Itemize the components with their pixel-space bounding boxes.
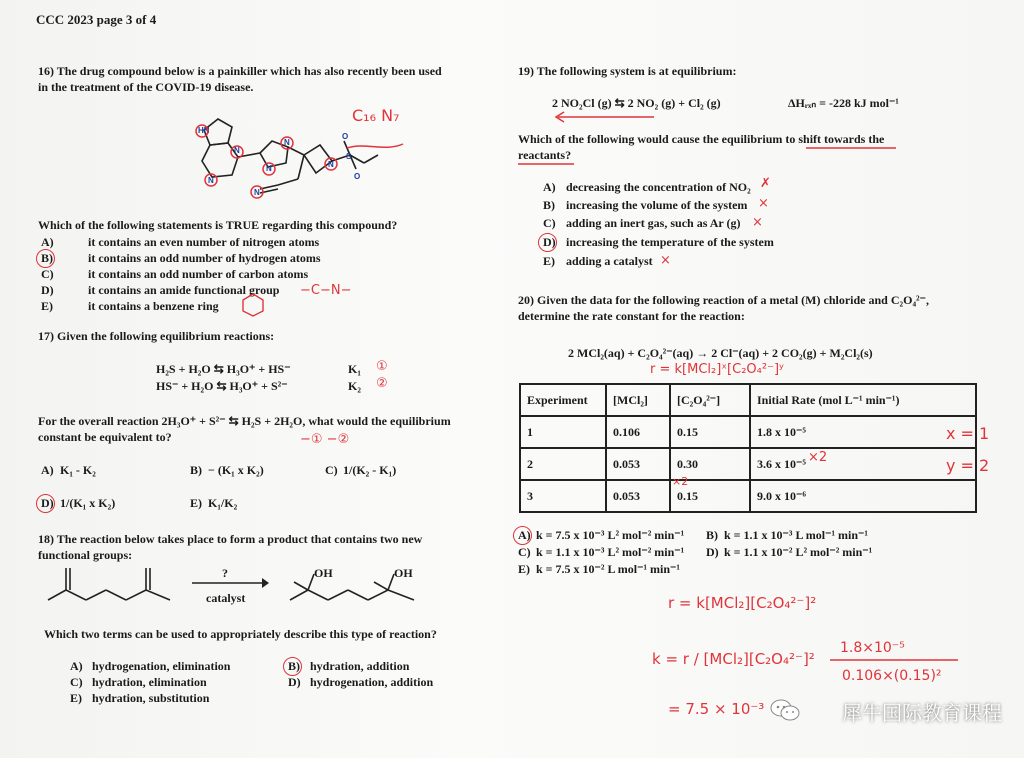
hw-y-value: y = 2: [946, 456, 990, 475]
q19-prompt-line1: Which of the following would cause the equilibrium to shift towards the: [518, 132, 885, 146]
q18-option-text: hydration, elimination: [92, 675, 207, 689]
q16-prompt: Which of the following statements is TRUE regarding this compound?: [38, 218, 398, 232]
q20-option-text: k = 1.1 x 10⁻² L² mol⁻² min⁻¹: [724, 545, 873, 559]
q20-option-text: k = 1.1 x 10⁻³ L mol⁻¹ min⁻¹: [724, 528, 868, 542]
q17-stem: 17) Given the following equilibrium reactions:: [38, 329, 275, 343]
svg-text:N: N: [328, 160, 334, 169]
hw-k-numerator: 1.8×10⁻⁵: [840, 640, 905, 656]
q18-option-text: hydrogenation, elimination: [92, 659, 231, 673]
q16-answer-circle: [36, 249, 55, 268]
q17-option-text: 1/(K₂ - K₁): [343, 463, 397, 477]
q18-oh2: OH: [394, 566, 413, 580]
q19-option-text: decreasing the concentration of NO₂: [566, 180, 751, 194]
q19-answer-circle: [538, 233, 557, 252]
page-header: CCC 2023 page 3 of 4: [36, 12, 157, 27]
q17-k2: K₂: [348, 379, 361, 393]
q18-stem-line2: functional groups:: [38, 548, 133, 562]
q19-option-text: increasing the temperature of the system: [566, 235, 774, 249]
q17-k1: K₁: [348, 362, 361, 376]
q19-prompt-line2: reactants?: [518, 148, 572, 162]
hw-fraction-bar: [830, 658, 960, 662]
hw-times2-rate: ×2: [808, 450, 828, 465]
q18-option-letter[interactable]: B): [288, 659, 300, 673]
q17-option-letter[interactable]: C): [325, 463, 338, 477]
hw-k-expression: k = r / [MCl₂][C₂O₄²⁻]²: [652, 650, 815, 668]
table-header-cell: Initial Rate (mol L⁻¹ min⁻¹): [750, 384, 976, 416]
q20-stem-line2: determine the rate constant for the reaction:: [518, 309, 745, 323]
table-cell: 0.30: [670, 448, 750, 480]
hw-times2-conc: ×2: [672, 475, 689, 488]
hw-mark-c: ×: [752, 215, 763, 230]
q18-prompt: Which two terms can be used to appropriately describe this type of reaction?: [44, 627, 437, 641]
q16-option-text: it contains a benzene ring: [88, 299, 219, 313]
q19-option-letter[interactable]: D): [543, 235, 556, 249]
q20-option-text: k = 7.5 x 10⁻³ L² mol⁻² min⁻¹: [536, 528, 685, 542]
table-row: [520, 448, 976, 480]
q17-answer-circle: [36, 494, 55, 513]
q16-option-letter[interactable]: C): [41, 267, 54, 281]
q18-option-letter[interactable]: D): [288, 675, 301, 689]
hw-reverse-arrow: [548, 110, 658, 124]
hw-two: ②: [376, 376, 388, 391]
q16-option-text: it contains an amide functional group: [88, 283, 280, 297]
q20-answer-circle: [513, 526, 532, 545]
q17-prompt-line1: For the overall reaction 2H₃O⁺ + S²⁻ ⇆ H₂S + 2H₂O, what would the equilibrium: [38, 414, 451, 428]
q18-option-text: hydrogenation, addition: [310, 675, 434, 689]
q20-option-letter[interactable]: E): [518, 562, 530, 576]
hw-formula-underline: [345, 140, 405, 154]
wechat-icon: [770, 699, 800, 721]
table-cell: 3: [520, 480, 606, 512]
q19-option-letter[interactable]: C): [543, 216, 556, 230]
svg-text:O: O: [342, 132, 349, 141]
q20-option-letter[interactable]: C): [518, 545, 531, 559]
table-cell: 0.053: [606, 480, 670, 512]
q16-option-text: it contains an even number of nitrogen atoms: [88, 235, 320, 249]
q19-option-text: increasing the volume of the system: [566, 198, 748, 212]
hw-mark-a: ✗: [760, 176, 771, 191]
q20-equation: 2 MCl₂(aq) + C₂O₄²⁻(aq) → 2 Cl⁻(aq) + 2 CO₂(g) + M₂Cl₂(s): [568, 346, 873, 360]
q17-option-letter[interactable]: E): [190, 496, 202, 510]
svg-text:N: N: [284, 138, 290, 147]
table-header-cell: Experiment: [520, 384, 606, 416]
table-cell: 0.106: [606, 416, 670, 448]
rate-data-table: [519, 383, 977, 513]
diol-structure: [286, 560, 436, 610]
svg-text:N: N: [254, 188, 260, 197]
q18-option-letter[interactable]: E): [70, 691, 82, 705]
svg-text:N: N: [208, 176, 214, 185]
q18-option-letter[interactable]: A): [70, 659, 83, 673]
table-row: [520, 416, 976, 448]
table-header-row: [520, 384, 976, 416]
q19-dh: ΔHᵣₓₙ = -228 kJ mol⁻¹: [788, 96, 899, 110]
q20-stem-line1: 20) Given the data for the following reaction of a metal (M) chloride and C₂O₄²⁻,: [518, 293, 929, 307]
hw-one: ①: [376, 359, 388, 374]
q17-eq1: H₂S + H₂O ⇆ H₃O⁺ + HS⁻: [156, 362, 291, 376]
q19-option-text: adding an inert gas, such as Ar (g): [566, 216, 741, 230]
hw-x-value: x = 1: [946, 424, 990, 443]
hw-mark-b: ×: [758, 196, 769, 211]
q19-equation: 2 NO₂Cl (g) ⇆ 2 NO₂ (g) + Cl₂ (g): [552, 96, 721, 110]
q17-option-text: K₁ - K₂: [60, 463, 96, 477]
q16-option-letter[interactable]: E): [41, 299, 53, 313]
q20-option-text: k = 1.1 x 10⁻³ L² mol⁻² min⁻¹: [536, 545, 685, 559]
q16-option-text: it contains an odd number of hydrogen atoms: [88, 251, 321, 265]
q18-option-text: hydration, addition: [310, 659, 410, 673]
q16-option-text: it contains an odd number of carbon atoms: [88, 267, 309, 281]
svg-text:O: O: [354, 172, 361, 181]
q19-option-letter[interactable]: A): [543, 180, 556, 194]
q17-eq2: HS⁻ + H₂O ⇆ H₃O⁺ + S²⁻: [156, 379, 288, 393]
q19-option-letter[interactable]: B): [543, 198, 555, 212]
table-header-cell: [MCl₂]: [606, 384, 670, 416]
q17-option-letter[interactable]: B): [190, 463, 202, 477]
hw-rate-law-2: r = k[MCl₂][C₂O₄²⁻]²: [668, 594, 817, 612]
q18-oh1: OH: [314, 566, 333, 580]
q16-option-letter[interactable]: D): [41, 283, 54, 297]
q20-option-letter[interactable]: A): [518, 528, 531, 542]
hw-underline-shift: [806, 145, 896, 151]
q18-option-letter[interactable]: C): [70, 675, 83, 689]
q17-option-letter[interactable]: D): [41, 496, 54, 510]
hw-underline-reactants: [518, 161, 574, 167]
table-cell: 0.15: [670, 480, 750, 512]
hw-mark-e: ×: [660, 253, 671, 268]
q19-option-text: adding a catalyst: [566, 254, 653, 268]
q16-stem-line2: in the treatment of the COVID-19 disease.: [38, 80, 254, 94]
q18-option-text: hydration, substitution: [92, 691, 210, 705]
q16-option-letter[interactable]: A): [41, 235, 54, 249]
table-cell: 3.6 x 10⁻⁵: [750, 448, 976, 480]
table-cell: 9.0 x 10⁻⁶: [750, 480, 976, 512]
q20-option-letter[interactable]: D): [706, 545, 719, 559]
q17-prompt-line2: constant be equivalent to?: [38, 430, 172, 444]
table-cell: 1.8 x 10⁻⁵: [750, 416, 976, 448]
q18-answer-circle: [283, 657, 302, 676]
table-header-cell: [C₂O₄²⁻]: [670, 384, 750, 416]
hw-formula: C₁₆ N₇: [352, 106, 400, 125]
q19-option-letter[interactable]: E): [543, 254, 555, 268]
q20-option-text: k = 7.5 x 10⁻² L mol⁻¹ min⁻¹: [536, 562, 680, 576]
q17-option-text: − (K₁ x K₂): [208, 463, 264, 477]
q16-option-letter[interactable]: B): [41, 251, 53, 265]
hw-k-denominator: 0.106×(0.15)²: [842, 668, 942, 684]
reaction-arrow: [190, 576, 270, 590]
q18-stem-line1: 18) The reaction below takes place to form a product that contains two new: [38, 532, 423, 546]
q16-stem-line1: 16) The drug compound below is a painkiller which has also recently been used: [38, 64, 442, 78]
diene-structure: [44, 560, 179, 610]
table-cell: 1: [520, 416, 606, 448]
watermark-text: 犀牛国际教育课程: [842, 701, 1002, 725]
table-cell: 0.15: [670, 416, 750, 448]
q19-stem: 19) The following system is at equilibrium:: [518, 64, 737, 78]
svg-text:N: N: [266, 164, 272, 173]
svg-text:N: N: [234, 146, 240, 155]
svg-text:HN: HN: [198, 126, 210, 135]
hw-k-path: −① −②: [300, 432, 350, 447]
table-row: [520, 480, 976, 512]
q17-option-text: K₁/K₂: [208, 496, 238, 510]
hw-amide: −C−N−: [300, 283, 352, 298]
hw-benzene-icon: [240, 292, 266, 318]
q20-option-letter[interactable]: B): [706, 528, 718, 542]
table-cell: 0.053: [606, 448, 670, 480]
q17-option-text: 1/(K₁ x K₂): [60, 496, 116, 510]
hw-rate-law: r = k[MCl₂]ˣ[C₂O₄²⁻]ʸ: [650, 362, 784, 377]
table-cell: 2: [520, 448, 606, 480]
q18-arrow-bottom: catalyst: [206, 591, 246, 605]
svg-text:S: S: [346, 152, 352, 161]
q18-arrow-top: ?: [222, 566, 228, 580]
q17-option-letter[interactable]: A): [41, 463, 54, 477]
hw-k-result: = 7.5 × 10⁻³: [668, 700, 765, 718]
